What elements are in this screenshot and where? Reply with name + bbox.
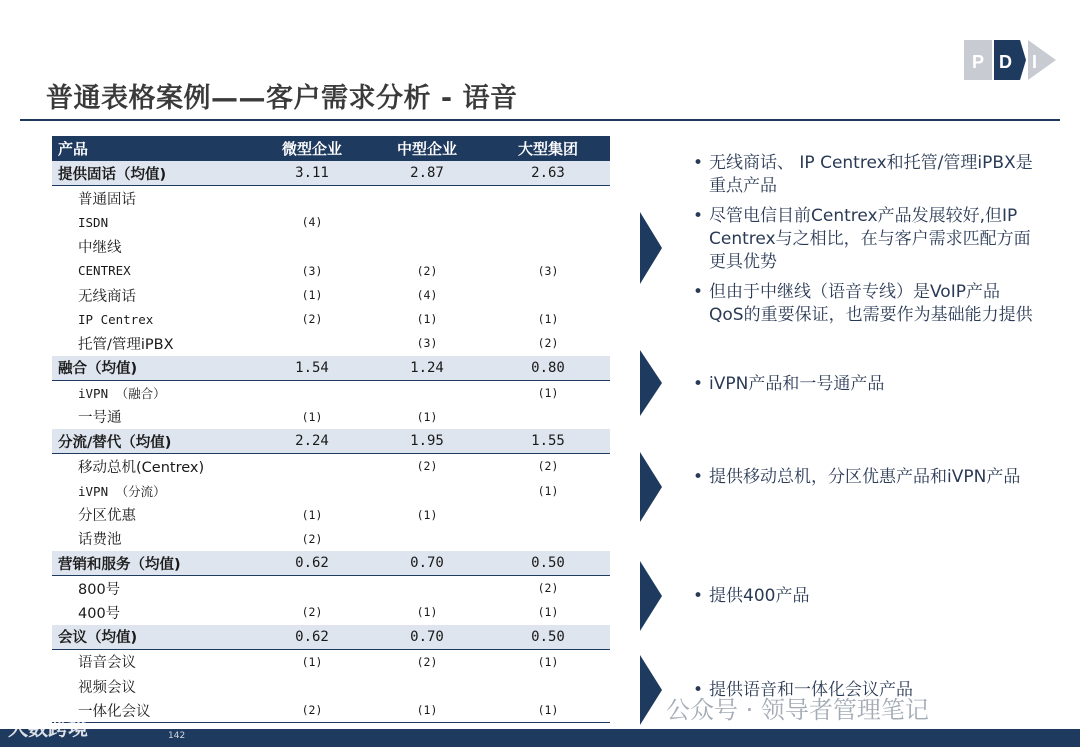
bullet-text: 但由于中继线（语音专线）是VoIP产品QoS的重要保证，也需要作为基础能力提供: [709, 282, 1033, 325]
row-label: iVPN （融合）: [78, 385, 166, 401]
table-group-row: [52, 161, 610, 186]
row-label: 托管/管理iPBX: [78, 336, 174, 353]
footer-bar: [0, 729, 1080, 747]
row-value: [498, 186, 598, 210]
row-value: (1): [301, 288, 323, 303]
row-value: [377, 527, 477, 551]
row-label: iVPN （分流）: [78, 483, 166, 499]
table-row: [52, 381, 610, 405]
bullet-text: 提供移动总机，分区优惠产品和iVPN产品: [709, 467, 1021, 487]
bullet-dot-icon: •: [693, 206, 704, 226]
bullet-item: [693, 466, 1033, 489]
row-value: [262, 454, 362, 478]
row-value: 0.50: [531, 555, 565, 572]
row-value: 3.11: [295, 165, 329, 182]
table-row: [52, 186, 610, 210]
table-header: [52, 136, 610, 161]
row-label: 分区优惠: [78, 508, 136, 525]
table-body: [52, 161, 610, 723]
row-value: [498, 503, 598, 527]
bullet-dot-icon: •: [693, 680, 704, 700]
row-value: [377, 381, 477, 405]
header-product: 产品: [58, 140, 89, 158]
table-row: [52, 454, 610, 478]
bullet-dot-icon: •: [693, 586, 704, 606]
bullet-dot-icon: •: [693, 374, 704, 394]
row-value: [498, 210, 598, 234]
row-value: (2): [301, 605, 323, 620]
table-row: [52, 698, 610, 723]
page-number: 142: [168, 731, 186, 741]
table-row: [52, 600, 610, 624]
row-value: (1): [537, 312, 559, 327]
header-medium: 中型企业: [396, 140, 457, 158]
row-value: 1.24: [410, 359, 444, 376]
row-value: (4): [416, 288, 438, 303]
row-label: 400号: [78, 605, 121, 622]
row-value: 2.24: [295, 433, 329, 450]
row-value: [498, 674, 598, 698]
row-value: (2): [416, 459, 438, 474]
row-value: (1): [537, 703, 559, 718]
row-value: (2): [301, 312, 323, 327]
row-value: [262, 478, 362, 502]
table-row: [52, 331, 610, 355]
row-value: [262, 331, 362, 355]
row-value: (1): [537, 483, 559, 498]
row-value: 0.50: [531, 628, 565, 645]
chevron-right-icon: [640, 350, 664, 416]
bullet-text: 提供400产品: [709, 586, 810, 606]
row-value: (2): [537, 581, 559, 596]
row-label: 分流/替代（均值): [58, 434, 172, 451]
table-row: [52, 650, 610, 674]
row-value: (4): [301, 215, 323, 230]
header-micro: 微型企业: [281, 140, 342, 158]
row-value: [262, 186, 362, 210]
row-value: (1): [301, 409, 323, 424]
row-label: IP Centrex: [78, 311, 154, 327]
bullet-text: iVPN产品和一号通产品: [709, 374, 885, 394]
row-value: [498, 405, 598, 429]
bullet-dot-icon: •: [693, 467, 704, 487]
table-row: [52, 283, 610, 307]
row-value: [262, 235, 362, 259]
row-label: 普通固话: [78, 191, 136, 208]
row-value: (3): [416, 336, 438, 351]
table-row: [52, 576, 610, 600]
bullet-text: 无线商话、 IP Centrex和托管/管理iPBX是重点产品: [709, 153, 1033, 196]
row-value: (3): [301, 263, 323, 278]
bullet-text: 提供语音和一体化会议产品: [709, 680, 913, 700]
logo-letter-i: I: [1032, 52, 1038, 72]
row-value: [498, 527, 598, 551]
table-group-row: [52, 429, 610, 454]
row-value: 1.55: [531, 433, 565, 450]
row-label: 一体化会议: [78, 703, 151, 720]
row-value: [262, 381, 362, 405]
row-label: 800号: [78, 581, 121, 598]
row-value: (1): [416, 703, 438, 718]
row-value: (3): [537, 263, 559, 278]
row-label: 话费池: [78, 532, 122, 549]
row-value: 0.62: [295, 628, 329, 645]
row-value: [377, 478, 477, 502]
row-value: 1.54: [295, 359, 329, 376]
row-label: 语音会议: [78, 655, 136, 672]
demand-table: [52, 136, 610, 723]
row-value: (1): [416, 605, 438, 620]
bullet-item: [693, 585, 1033, 608]
row-value: (1): [416, 312, 438, 327]
table-row: [52, 503, 610, 527]
row-value: 0.80: [531, 359, 565, 376]
row-value: (2): [301, 531, 323, 546]
chevron-right-icon: [640, 212, 664, 284]
row-value: [377, 576, 477, 600]
row-value: (1): [537, 385, 559, 400]
row-value: [498, 283, 598, 307]
row-value: (1): [537, 654, 559, 669]
row-value: [262, 576, 362, 600]
table-row: [52, 259, 610, 283]
bullet-dot-icon: •: [693, 282, 704, 302]
row-value: 0.70: [410, 555, 444, 572]
watermark-left: 大数跨境: [8, 716, 88, 740]
row-label: 营销和服务（均值): [58, 556, 181, 573]
logo-letter-p: P: [972, 52, 985, 72]
table-group-row: [52, 551, 610, 576]
table-group-row: [52, 356, 610, 381]
row-label: 提供固话（均值): [58, 166, 167, 183]
row-value: (1): [537, 605, 559, 620]
row-value: (2): [301, 703, 323, 718]
row-value: (1): [416, 507, 438, 522]
row-value: (1): [416, 409, 438, 424]
row-value: (2): [537, 459, 559, 474]
row-label: 无线商话: [78, 288, 136, 305]
chevron-right-icon: [640, 452, 664, 522]
chevron-right-icon: [640, 655, 664, 725]
bullet-item: [693, 152, 1033, 198]
row-value: (2): [537, 336, 559, 351]
row-value: 1.95: [410, 433, 444, 450]
table-row: [52, 478, 610, 502]
row-value: 2.63: [531, 165, 565, 182]
row-label: CENTREX: [78, 263, 131, 279]
bullet-item: [693, 205, 1033, 274]
table-row: [52, 307, 610, 331]
row-value: (2): [416, 263, 438, 278]
row-value: 0.70: [410, 628, 444, 645]
row-label: 移动总机(Centrex): [78, 459, 205, 476]
bullet-dot-icon: •: [693, 153, 704, 173]
row-label: 一号通: [78, 410, 122, 427]
row-label: 融合（均值): [58, 361, 138, 378]
table-row: [52, 527, 610, 551]
watermark-right: 公众号 · 领导者管理笔记: [666, 696, 929, 724]
row-value: 2.87: [410, 165, 444, 182]
row-value: [377, 210, 477, 234]
row-value: (1): [301, 507, 323, 522]
row-value: [498, 235, 598, 259]
row-value: (2): [416, 654, 438, 669]
bullet-text: 尽管电信目前Centrex产品发展较好,但IP Centrex与之相比，在与客户需求匹配方面更具优势: [709, 206, 1031, 272]
table-row: [52, 235, 610, 259]
page-title: 普通表格案例——客户需求分析 - 语音: [46, 83, 518, 114]
row-label: 会议（均值): [58, 630, 138, 647]
row-value: [262, 674, 362, 698]
chevron-right-icon: [640, 561, 664, 631]
row-value: [377, 186, 477, 210]
row-label: ISDN: [78, 214, 109, 230]
title-divider: [20, 119, 1060, 121]
table-row: [52, 210, 610, 234]
bullet-item: [693, 373, 1033, 396]
table-group-row: [52, 625, 610, 650]
pdi-logo: [962, 36, 1062, 84]
row-value: [377, 674, 477, 698]
bullet-item: [693, 281, 1033, 327]
table-row: [52, 405, 610, 429]
table-row: [52, 674, 610, 698]
row-value: 0.62: [295, 555, 329, 572]
header-large: 大型集团: [517, 140, 578, 158]
logo-letter-d: D: [999, 52, 1012, 72]
row-label: 中继线: [78, 240, 122, 257]
row-value: (1): [301, 654, 323, 669]
row-value: [377, 235, 477, 259]
row-label: 视频会议: [78, 679, 136, 696]
